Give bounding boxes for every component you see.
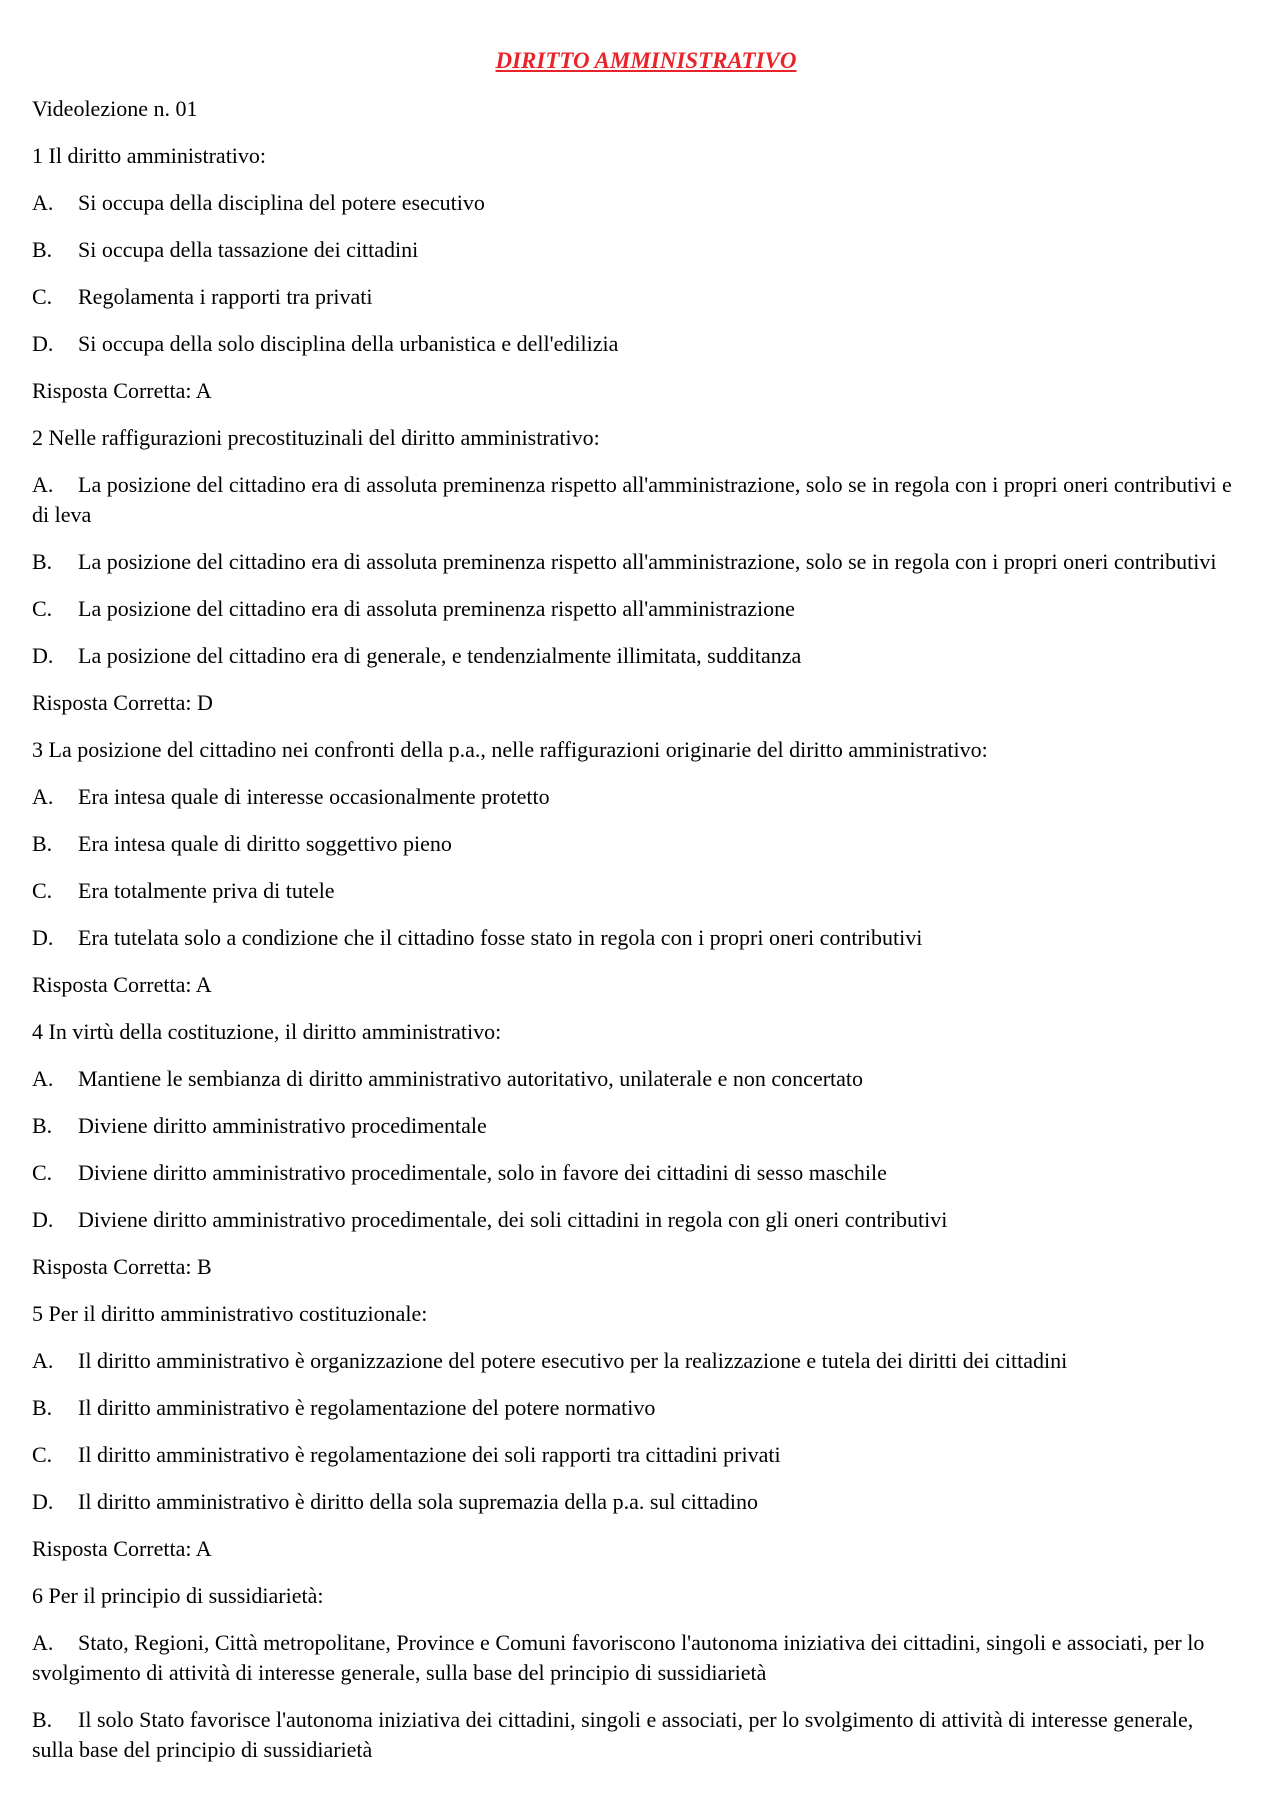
- option-text: Diviene diritto amministrativo procedimentale, solo in favore dei cittadini di sesso maschile: [78, 1160, 887, 1185]
- answer-option: [32, 1628, 1238, 1688]
- question-block: [32, 735, 1238, 1000]
- option-text: La posizione del cittadino era di generale, e tendenzialmente illimitata, sudditanza: [78, 643, 802, 668]
- option-text: Regolamenta i rapporti tra privati: [78, 284, 373, 309]
- answer-option: [32, 829, 1238, 859]
- option-text: Il solo Stato favorisce l'autonoma iniziativa dei cittadini, singoli e associati, per lo svolgimento di attività di interesse generale, sulla base del principio di sussidiarietà: [32, 1707, 1194, 1762]
- option-text: La posizione del cittadino era di assoluta preminenza rispetto all'amministrazione, solo se in regola con i propri oneri contributivi: [78, 549, 1217, 574]
- answer-option: [32, 547, 1238, 577]
- option-letter: B.: [32, 1113, 53, 1138]
- correct-answer: Risposta Corretta: D: [32, 690, 213, 715]
- question-block: [32, 1017, 1238, 1282]
- option-letter: A.: [32, 190, 54, 215]
- question-text: 3 La posizione del cittadino nei confronti della p.a., nelle raffigurazioni originarie del diritto amministrativo:: [32, 737, 988, 762]
- option-letter: C.: [32, 284, 53, 309]
- option-letter: B.: [32, 1707, 53, 1732]
- option-text: La posizione del cittadino era di assoluta preminenza rispetto all'amministrazione, solo se in regola con i propri oneri contributivi e di leva: [32, 472, 1232, 527]
- question-block: [32, 423, 1238, 718]
- answer-option: [32, 1487, 1238, 1517]
- answer-option: [32, 329, 1238, 359]
- question-block: [32, 141, 1238, 406]
- answer-option: [32, 594, 1238, 624]
- option-letter: C.: [32, 596, 53, 621]
- question-text: 2 Nelle raffigurazioni precostituzinali del diritto amministrativo:: [32, 425, 600, 450]
- question-block: [32, 1581, 1238, 1765]
- option-text: Il diritto amministrativo è diritto della sola supremazia della p.a. sul cittadino: [78, 1489, 758, 1514]
- option-letter: D.: [32, 643, 54, 668]
- answer-option: [32, 235, 1238, 265]
- answer-option: [32, 641, 1238, 671]
- answer-option: [32, 876, 1238, 906]
- option-letter: B.: [32, 1395, 53, 1420]
- question-list: [32, 141, 1238, 1765]
- question-text: 5 Per il diritto amministrativo costituzionale:: [32, 1301, 428, 1326]
- question-text: 1 Il diritto amministrativo:: [32, 143, 267, 168]
- answer-option: [32, 1111, 1238, 1141]
- option-letter: A.: [32, 1348, 54, 1373]
- option-letter: D.: [32, 331, 54, 356]
- answer-option: [32, 188, 1238, 218]
- option-letter: B.: [32, 831, 53, 856]
- option-text: La posizione del cittadino era di assoluta preminenza rispetto all'amministrazione: [78, 596, 795, 621]
- answer-option: [32, 923, 1238, 953]
- answer-option: [32, 1705, 1238, 1765]
- option-letter: A.: [32, 1066, 54, 1091]
- correct-answer: Risposta Corretta: A: [32, 972, 212, 997]
- option-text: Il diritto amministrativo è regolamentazione del potere normativo: [78, 1395, 656, 1420]
- correct-answer: Risposta Corretta: A: [32, 378, 212, 403]
- question-text: 6 Per il principio di sussidiarietà:: [32, 1583, 324, 1608]
- question-text: 4 In virtù della costituzione, il diritto amministrativo:: [32, 1019, 502, 1044]
- option-text: Mantiene le sembianza di diritto amministrativo autoritativo, unilaterale e non concertato: [78, 1066, 864, 1091]
- option-text: Era tutelata solo a condizione che il cittadino fosse stato in regola con i propri oneri contributivi: [78, 925, 923, 950]
- answer-option: [32, 1440, 1238, 1470]
- option-text: Diviene diritto amministrativo procedimentale: [78, 1113, 487, 1138]
- answer-option: [32, 782, 1238, 812]
- option-letter: A.: [32, 784, 54, 809]
- answer-option: [32, 1205, 1238, 1235]
- option-text: Stato, Regioni, Città metropolitane, Province e Comuni favoriscono l'autonoma iniziativa dei cittadini, singoli e associati, per lo svolgimento di attività di interesse generale, sulla base del principio di sussidiarietà: [32, 1630, 1205, 1685]
- option-text: Il diritto amministrativo è organizzazione del potere esecutivo per la realizzazione e tutela dei diritti dei cittadini: [78, 1348, 1068, 1373]
- answer-option: [32, 282, 1238, 312]
- option-text: Si occupa della tassazione dei cittadini: [78, 237, 419, 262]
- option-letter: B.: [32, 549, 53, 574]
- option-letter: C.: [32, 1160, 53, 1185]
- option-text: Il diritto amministrativo è regolamentazione dei soli rapporti tra cittadini privati: [78, 1442, 781, 1467]
- answer-option: [32, 1064, 1238, 1094]
- option-text: Diviene diritto amministrativo procedimentale, dei soli cittadini in regola con gli oneri contributivi: [78, 1207, 948, 1232]
- answer-option: [32, 1346, 1238, 1376]
- option-text: Si occupa della disciplina del potere esecutivo: [78, 190, 485, 215]
- question-block: [32, 1299, 1238, 1564]
- option-text: Era intesa quale di diritto soggettivo pieno: [78, 831, 452, 856]
- option-letter: A.: [32, 472, 54, 497]
- option-letter: A.: [32, 1630, 54, 1655]
- document-title: DIRITTO AMMINISTRATIVO: [495, 48, 797, 73]
- option-letter: C.: [32, 1442, 53, 1467]
- option-letter: B.: [32, 237, 53, 262]
- option-letter: D.: [32, 1489, 54, 1514]
- option-letter: D.: [32, 925, 54, 950]
- lesson-label: Videolezione n. 01: [32, 96, 198, 121]
- answer-option: [32, 1158, 1238, 1188]
- correct-answer: Risposta Corretta: B: [32, 1254, 212, 1279]
- option-text: Era intesa quale di interesse occasionalmente protetto: [78, 784, 550, 809]
- answer-option: [32, 1393, 1238, 1423]
- option-text: Era totalmente priva di tutele: [78, 878, 335, 903]
- option-letter: D.: [32, 1207, 54, 1232]
- answer-option: [32, 470, 1238, 530]
- option-text: Si occupa della solo disciplina della urbanistica e dell'edilizia: [78, 331, 619, 356]
- option-letter: C.: [32, 878, 53, 903]
- correct-answer: Risposta Corretta: A: [32, 1536, 212, 1561]
